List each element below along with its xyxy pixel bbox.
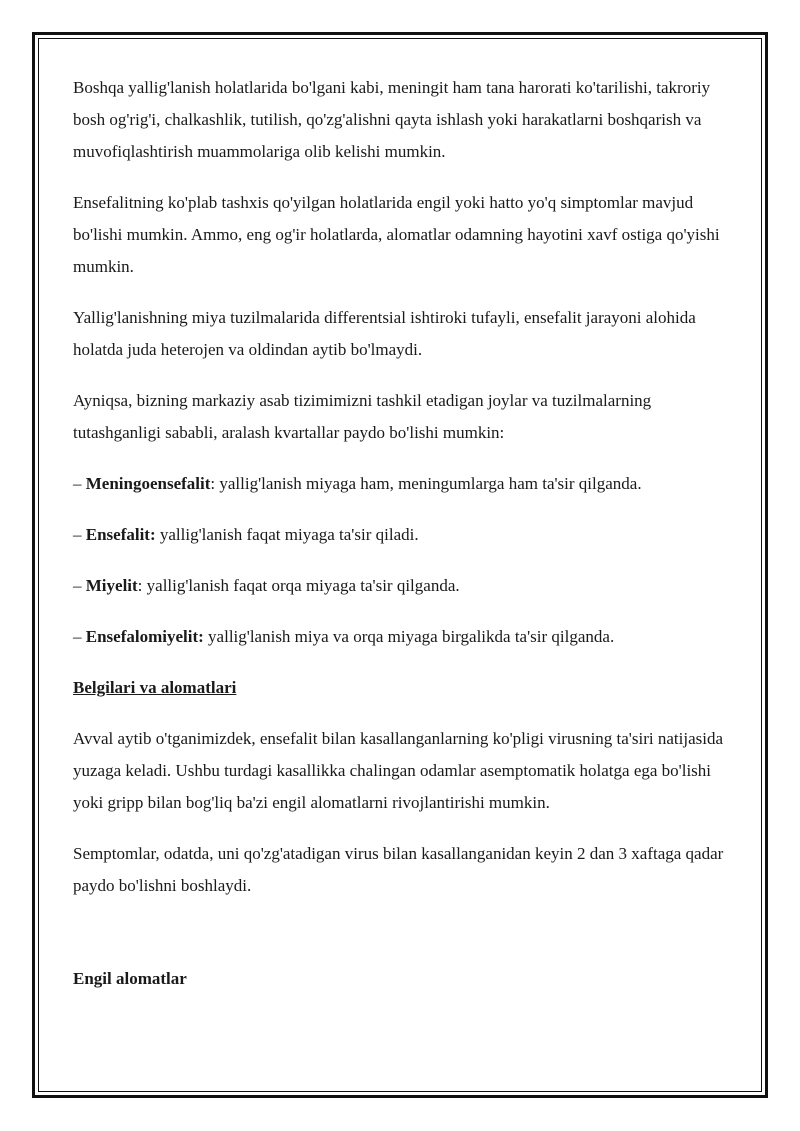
list-item: [73, 519, 733, 551]
list-definition: : yallig'lanish faqat orqa miyaga ta'sir qilganda.: [137, 576, 460, 595]
list-dash: –: [73, 474, 86, 493]
paragraph-mixed-forms: Ayniqsa, bizning markaziy asab tizimimizni tashkil etadigan joylar va tuzilmalarning tutashganligi sababli, aralash kvartallar paydo bo'lishi mumkin:: [73, 391, 652, 442]
section-heading-signs: Belgilari va alomatlari: [73, 678, 237, 697]
section-heading-mild-symptoms: Engil alomatlar: [73, 969, 187, 988]
list-dash: –: [73, 576, 86, 595]
list-item: [73, 468, 733, 500]
list-term: Ensefalomiyelit:: [85, 627, 204, 646]
list-term: Meningoensefalit: [85, 474, 211, 493]
document-body: [73, 72, 733, 995]
paragraph-asymptomatic: Avval aytib o'tganimizdek, ensefalit bilan kasallanganlarning ko'pligi virusning ta'siri natijasida yuzaga keladi. Ushbu turdagi kasallikka chalingan odamlar asemptomatik holatga ega bo'lishi yoki gripp bilan bog'liq ba'zi engil alomatlarni rivojlantirishi mumkin.: [73, 729, 723, 812]
list-item: [73, 621, 733, 653]
spacer: [73, 921, 733, 963]
list-dash: –: [73, 525, 86, 544]
list-term: Miyelit: [85, 576, 138, 595]
list-definition: : yallig'lanish miyaga ham, meningumlarga ham ta'sir qilganda.: [210, 474, 642, 493]
list-item: [73, 570, 733, 602]
paragraph-heterogeneity: Yallig'lanishning miya tuzilmalarida differentsial ishtiroki tufayli, ensefalit jarayoni alohida holatda juda heterojen va oldindan aytib bo'lmaydi.: [73, 308, 696, 359]
paragraph-meningitis-symptoms: Boshqa yallig'lanish holatlarida bo'lgani kabi, meningit ham tana harorati ko'tarilishi, takroriy bosh og'rig'i, chalkashlik, tutilish, qo'zg'alishni qayta ishlash yoki harakatlarni boshqarish va muvofiqlashtirish muammolariga olib kelishi mumkin.: [73, 78, 711, 161]
list-definition: yallig'lanish miya va orqa miyaga birgalikda ta'sir qilganda.: [203, 627, 615, 646]
list-dash: –: [73, 627, 86, 646]
list-definition: yallig'lanish faqat miyaga ta'sir qiladi.: [155, 525, 419, 544]
paragraph-onset: Semptomlar, odatda, uni qo'zg'atadigan virus bilan kasallanganidan keyin 2 dan 3 xaftaga qadar paydo bo'lishni boshlaydi.: [73, 844, 724, 895]
list-term: Ensefalit:: [85, 525, 156, 544]
paragraph-encephalitis-severity: Ensefalitning ko'plab tashxis qo'yilgan holatlarida engil yoki hatto yo'q simptomlar mavjud bo'lishi mumkin. Ammo, eng og'ir holatlarda, alomatlar odamning hayotini xavf ostiga qo'yishi mumkin.: [73, 193, 720, 276]
